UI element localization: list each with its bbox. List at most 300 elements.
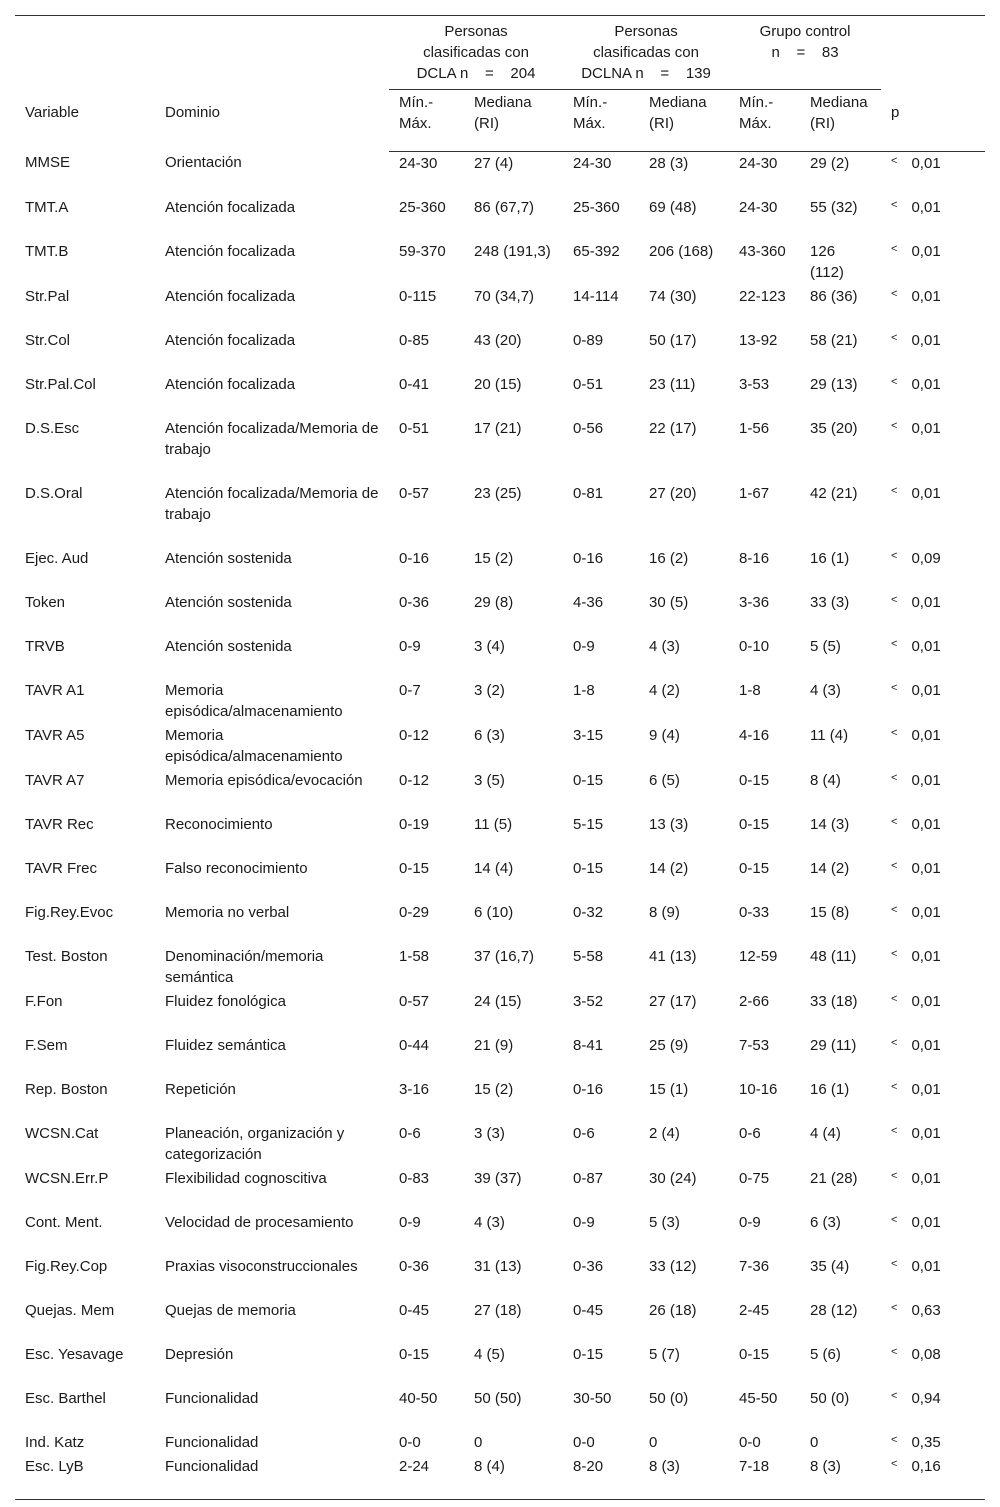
p-value: 0,01 [911, 859, 941, 877]
cell-dclna-mediana: 69 (48) [649, 198, 697, 216]
cell-variable: Fig.Rey.Evoc [25, 903, 114, 921]
cell-dclna-mediana: 14 (2) [649, 859, 689, 877]
cell-variable: TMT.B [25, 242, 69, 260]
header-mediana-l2: (RI) [649, 115, 675, 132]
cell-dominio: Atención sostenida [165, 593, 292, 611]
cell-dcla-mediana: 27 (4) [474, 154, 514, 172]
p-value: 0,63 [911, 1301, 941, 1319]
cell-dcla-mediana: 39 (37) [474, 1169, 522, 1187]
cell-control-mediana: 86 (36) [810, 287, 858, 305]
cell-control-mediana: 15 (8) [810, 903, 850, 921]
cell-dcla-minmax: 0-36 [399, 1257, 430, 1275]
cell-dcla-mediana: 50 (50) [474, 1389, 522, 1407]
less-than-sign: < [891, 593, 898, 606]
cell-control-mediana: 14 (2) [810, 859, 850, 877]
cell-variable: Quejas. Mem [25, 1301, 115, 1319]
cell-control-mediana: 48 (11) [810, 947, 857, 965]
cell-control-minmax: 7-18 [729, 1455, 800, 1500]
less-than-sign: < [891, 549, 898, 562]
less-than-sign: < [891, 771, 898, 784]
cell-p [881, 769, 985, 813]
cell-dcla-minmax: 0-12 [399, 726, 430, 744]
cell-dclna-mediana: 2 (4) [649, 1124, 680, 1142]
less-than-sign: < [891, 947, 898, 960]
header-group-control-line1: Grupo control [759, 23, 851, 40]
cell-dcla-mediana: 70 (34,7) [474, 287, 535, 305]
less-than-sign: < [891, 1036, 898, 1049]
cell-variable: WCSN.Err.P [25, 1169, 109, 1187]
cell-dclna-mediana: 27 (20) [649, 484, 697, 502]
cell-variable: Test. Boston [25, 947, 108, 965]
table-row [15, 679, 985, 724]
cell-dclna-minmax: 3-52 [573, 992, 604, 1010]
header-variable: Variable [15, 16, 155, 152]
cell-dclna-minmax: 30-50 [573, 1389, 612, 1407]
cell-control-minmax: 1-56 [739, 419, 770, 437]
cell-dclna-mediana: 8 (3) [639, 1455, 729, 1500]
cell-dcla-minmax: 0-41 [399, 375, 430, 393]
cell-dcla-minmax: 59-370 [399, 242, 446, 260]
cell-variable: F.Sem [25, 1036, 68, 1054]
less-than-sign: < [891, 681, 898, 694]
cell-dominio: Fluidez fonológica [165, 992, 286, 1010]
header-mediana-l2: (RI) [474, 115, 499, 132]
header-mediana-l1: Mediana [649, 94, 707, 111]
cell-dcla-mediana: 3 (4) [474, 637, 505, 655]
cell-dclna-mediana: 16 (2) [649, 549, 689, 567]
header-minmax-control [729, 90, 800, 152]
cell-dominio: Flexibilidad cognoscitiva [165, 1169, 327, 1187]
header-minmax-l2: Máx. [573, 115, 606, 132]
cell-control-mediana: 6 (3) [810, 1213, 841, 1231]
less-than-sign: < [891, 154, 898, 167]
table-row [15, 945, 985, 990]
cell-variable: MMSE [25, 154, 70, 171]
cell-control-minmax: 1-67 [739, 484, 770, 502]
cell-dcla-minmax: 0-57 [399, 484, 430, 502]
cell-p [881, 373, 985, 417]
cell-dclna-minmax: 0-51 [573, 375, 604, 393]
cell-dclna-minmax: 8-20 [563, 1455, 639, 1500]
p-value: 0,01 [911, 419, 941, 437]
less-than-sign: < [891, 242, 898, 255]
cell-dcla-minmax: 0-9 [399, 637, 421, 655]
table-row [15, 901, 985, 945]
cell-control-minmax: 0-15 [739, 771, 770, 789]
table-row [15, 1122, 985, 1167]
less-than-sign: < [891, 1457, 898, 1470]
cell-control-mediana: 55 (32) [810, 198, 858, 216]
cell-dcla-mediana: 21 (9) [474, 1036, 514, 1054]
table-row [15, 1299, 985, 1343]
cell-dclna-minmax: 0-56 [573, 419, 604, 437]
cell-dominio: Funcionalidad [165, 1389, 259, 1407]
cell-dcla-minmax: 0-12 [399, 771, 430, 789]
cell-dcla-mediana: 6 (3) [474, 726, 505, 744]
cell-dclna-minmax: 5-58 [573, 947, 604, 965]
less-than-sign: < [891, 859, 898, 872]
cell-dclna-mediana: 30 (5) [649, 593, 689, 611]
cell-dclna-minmax: 3-15 [573, 726, 604, 744]
header-group-dclna-line3: DCLNA n = 139 [581, 65, 711, 82]
table-header [15, 16, 985, 152]
cell-control-mediana: 50 (0) [810, 1389, 850, 1407]
cell-p [881, 1034, 985, 1078]
p-value: 0,16 [911, 1457, 941, 1475]
header-minmax-l2: Máx. [739, 115, 772, 132]
cell-dominio: Funcionalidad [155, 1455, 389, 1500]
cell-dominio: Atención focalizada [165, 242, 296, 260]
less-than-sign: < [891, 331, 898, 344]
cell-control-mediana: 35 (20) [810, 419, 858, 437]
cell-p [881, 1255, 985, 1299]
p-value: 0,01 [911, 726, 941, 744]
table-row [15, 769, 985, 813]
cell-dcla-minmax: 0-7 [399, 681, 421, 699]
cell-dcla-minmax: 0-57 [399, 992, 430, 1010]
cell-control-minmax: 4-16 [739, 726, 770, 744]
table-row [15, 1343, 985, 1387]
cell-variable: Esc. Barthel [25, 1389, 106, 1407]
cell-dominio: Depresión [165, 1345, 234, 1363]
cell-dcla-mediana: 17 (21) [474, 419, 522, 437]
cell-variable: TRVB [25, 637, 65, 655]
cell-dclna-minmax: 8-41 [573, 1036, 604, 1054]
cell-dclna-minmax: 0-9 [573, 637, 595, 655]
cell-p [881, 1167, 985, 1211]
cell-dcla-mediana: 8 (4) [464, 1455, 563, 1500]
cell-dcla-mediana: 24 (15) [474, 992, 522, 1010]
cell-p [881, 1122, 985, 1167]
cell-variable: D.S.Esc [25, 419, 80, 437]
cell-control-minmax: 7-36 [739, 1257, 770, 1275]
cell-variable: Token [25, 593, 66, 611]
less-than-sign: < [891, 726, 898, 739]
table-row [15, 196, 985, 240]
cell-variable: Rep. Boston [25, 1080, 108, 1098]
p-value: 0,09 [911, 549, 941, 567]
cell-dominio: Quejas de memoria [165, 1301, 296, 1319]
cell-dclna-minmax: 65-392 [573, 242, 620, 260]
less-than-sign: < [891, 1345, 898, 1358]
cell-dcla-minmax: 40-50 [399, 1389, 438, 1407]
cell-p [881, 1343, 985, 1387]
cell-control-minmax: 0-15 [739, 1345, 770, 1363]
cell-variable: Str.Col [25, 331, 71, 349]
cell-dclna-minmax: 25-360 [573, 198, 620, 216]
cell-dominio: Memoria no verbal [165, 903, 290, 921]
cell-variable: TAVR A7 [25, 771, 85, 789]
cell-p [881, 635, 985, 679]
cell-dcla-mediana: 23 (25) [474, 484, 522, 502]
cell-control-mediana: 33 (18) [810, 992, 858, 1010]
cell-dclna-mediana: 23 (11) [649, 375, 696, 393]
p-value: 0,01 [911, 992, 941, 1010]
cell-dominio: Memoria episódica/evocación [165, 771, 363, 789]
cell-dcla-mediana: 15 (2) [474, 1080, 514, 1098]
cell-control-mediana: 11 (4) [810, 726, 849, 744]
cell-dclna-mediana: 5 (3) [649, 1213, 680, 1231]
p-value: 0,01 [911, 1080, 941, 1098]
cell-dominio: Funcionalidad [165, 1433, 259, 1451]
cell-dclna-mediana: 4 (2) [649, 681, 680, 699]
cell-dcla-minmax: 0-83 [399, 1169, 430, 1187]
cell-control-mediana: 29 (2) [810, 154, 850, 172]
table-row [15, 813, 985, 857]
cell-dclna-minmax: 0-36 [573, 1257, 604, 1275]
cell-dclna-mediana: 27 (17) [649, 992, 697, 1010]
p-value: 0,01 [911, 593, 941, 611]
cell-dcla-mediana: 248 (191,3) [474, 242, 551, 260]
cell-dcla-mediana: 11 (5) [474, 815, 513, 833]
cell-variable: Ejec. Aud [25, 549, 89, 567]
results-table [15, 15, 985, 1500]
cell-control-minmax: 3-53 [739, 375, 770, 393]
cell-dclna-mediana: 9 (4) [649, 726, 680, 744]
cell-dcla-mediana: 37 (16,7) [474, 947, 535, 965]
cell-dclna-minmax: 0-0 [573, 1433, 595, 1451]
cell-p [881, 945, 985, 990]
cell-dclna-minmax: 24-30 [573, 154, 612, 172]
cell-dclna-mediana: 50 (17) [649, 331, 697, 349]
cell-p [881, 1078, 985, 1122]
p-value: 0,01 [911, 1036, 941, 1054]
cell-control-minmax: 0-15 [739, 859, 770, 877]
cell-dcla-minmax: 0-115 [399, 287, 437, 305]
cell-control-minmax: 1-8 [739, 681, 761, 699]
p-value: 0,01 [911, 287, 941, 305]
cell-dclna-minmax: 0-89 [573, 331, 604, 349]
cell-dcla-minmax: 0-51 [399, 419, 430, 437]
cell-dclna-minmax: 5-15 [573, 815, 604, 833]
cell-dclna-minmax: 1-8 [573, 681, 595, 699]
cell-p [881, 240, 985, 285]
less-than-sign: < [891, 1301, 898, 1314]
cell-dominio: Memoria episódica/almacenamiento [165, 681, 343, 720]
p-value: 0,01 [911, 484, 941, 502]
cell-variable: Str.Pal [25, 287, 70, 305]
header-mediana-l1: Mediana [474, 94, 532, 111]
cell-dclna-mediana: 25 (9) [649, 1036, 689, 1054]
table-row [15, 329, 985, 373]
header-mediana-dclna [639, 90, 729, 152]
p-value: 0,01 [911, 1257, 941, 1275]
cell-dcla-minmax: 2-24 [389, 1455, 464, 1500]
cell-dcla-mediana: 27 (18) [474, 1301, 522, 1319]
p-value: 0,01 [911, 771, 941, 789]
cell-p [881, 329, 985, 373]
cell-dcla-minmax: 0-19 [399, 815, 430, 833]
header-minmax-l1: Mín.- [573, 94, 608, 111]
p-value: 0,01 [911, 815, 941, 833]
cell-dcla-mediana: 3 (3) [474, 1124, 505, 1142]
cell-dcla-minmax: 0-36 [399, 593, 430, 611]
cell-p [881, 196, 985, 240]
cell-dclna-mediana: 5 (7) [649, 1345, 680, 1363]
cell-dominio: Atención focalizada [165, 198, 296, 216]
cell-dcla-mediana: 0 [474, 1433, 483, 1451]
header-minmax-dcla [389, 90, 464, 152]
cell-control-minmax: 8-16 [739, 549, 770, 567]
header-minmax-l1: Mín.- [399, 94, 434, 111]
cell-variable: Esc. Yesavage [25, 1345, 124, 1363]
table-row [15, 417, 985, 482]
cell-p [881, 482, 985, 547]
less-than-sign: < [891, 1257, 898, 1270]
p-value: 0,94 [911, 1389, 941, 1407]
header-mediana-control [800, 90, 881, 152]
cell-dclna-mediana: 26 (18) [649, 1301, 697, 1319]
cell-control-mediana: 4 (4) [810, 1124, 841, 1142]
cell-control-mediana: 42 (21) [810, 484, 858, 502]
table-row [15, 373, 985, 417]
p-value: 0,01 [911, 903, 941, 921]
cell-dclna-mediana: 6 (5) [649, 771, 680, 789]
cell-control-mediana: 29 (13) [810, 375, 858, 393]
cell-p [881, 1455, 985, 1500]
header-p: p [881, 90, 985, 152]
table-row [15, 1034, 985, 1078]
table-body [15, 151, 985, 1499]
cell-control-minmax: 2-45 [739, 1301, 770, 1319]
table-row [15, 1431, 985, 1455]
cell-control-mediana: 126 (112) [810, 242, 844, 281]
cell-dcla-mediana: 29 (8) [474, 593, 514, 611]
p-value: 0,35 [911, 1433, 941, 1451]
header-group-dcla-line2: clasificadas con [423, 44, 529, 61]
cell-control-mediana: 8 (3) [800, 1455, 881, 1500]
cell-dcla-mediana: 43 (20) [474, 331, 522, 349]
cell-p [881, 591, 985, 635]
cell-p [881, 857, 985, 901]
cell-dcla-minmax: 0-45 [399, 1301, 430, 1319]
cell-dcla-mediana: 4 (5) [474, 1345, 505, 1363]
cell-dominio: Orientación [165, 154, 242, 171]
table-row [15, 547, 985, 591]
table-row [15, 151, 985, 196]
cell-dominio: Denominación/memoria semántica [165, 947, 324, 986]
cell-control-minmax: 45-50 [739, 1389, 778, 1407]
cell-p [881, 1387, 985, 1431]
cell-dominio: Fluidez semántica [165, 1036, 286, 1054]
cell-p [881, 1431, 985, 1455]
cell-p [881, 1299, 985, 1343]
header-group-dcla [389, 16, 563, 90]
table-row [15, 1455, 985, 1500]
header-group-control [729, 16, 881, 90]
cell-dclna-minmax: 0-16 [573, 1080, 604, 1098]
cell-control-minmax: 13-92 [739, 331, 778, 349]
cell-p [881, 724, 985, 769]
cell-control-mediana: 16 (1) [810, 1080, 850, 1098]
cell-control-minmax: 24-30 [739, 154, 778, 172]
cell-dcla-minmax: 0-15 [399, 1345, 430, 1363]
cell-p [881, 990, 985, 1034]
cell-dcla-minmax: 0-85 [399, 331, 430, 349]
cell-variable: Fig.Rey.Cop [25, 1257, 108, 1275]
table-row [15, 1167, 985, 1211]
cell-dcla-minmax: 1-58 [399, 947, 430, 965]
cell-variable: WCSN.Cat [25, 1124, 99, 1142]
cell-dclna-minmax: 14-114 [573, 287, 619, 305]
cell-dclna-mediana: 22 (17) [649, 419, 697, 437]
cell-dcla-mediana: 20 (15) [474, 375, 522, 393]
less-than-sign: < [891, 419, 898, 432]
cell-control-mediana: 33 (3) [810, 593, 850, 611]
cell-control-minmax: 0-10 [739, 637, 770, 655]
cell-p [881, 679, 985, 724]
cell-dclna-mediana: 0 [649, 1433, 658, 1451]
cell-dclna-minmax: 0-32 [573, 903, 604, 921]
table-row [15, 857, 985, 901]
cell-dominio: Atención focalizada [165, 375, 296, 393]
header-mediana-dcla [464, 90, 563, 152]
cell-variable: Ind. Katz [25, 1433, 85, 1451]
p-value: 0,01 [911, 637, 941, 655]
cell-dominio: Atención sostenida [165, 549, 292, 567]
cell-dcla-mediana: 15 (2) [474, 549, 514, 567]
table-row [15, 990, 985, 1034]
cell-control-mediana: 28 (12) [810, 1301, 858, 1319]
table-row [15, 635, 985, 679]
header-group-dclna-line1: Personas [614, 23, 678, 40]
cell-dominio: Repetición [165, 1080, 236, 1098]
cell-control-mediana: 0 [810, 1433, 819, 1451]
cell-dclna-mediana: 30 (24) [649, 1169, 697, 1187]
cell-variable: TAVR A5 [25, 726, 85, 744]
cell-variable: Str.Pal.Col [25, 375, 96, 393]
less-than-sign: < [891, 1433, 898, 1446]
cell-dclna-minmax: 0-9 [573, 1213, 595, 1231]
p-value: 0,01 [911, 681, 941, 699]
cell-control-mediana: 5 (5) [810, 637, 841, 655]
cell-control-minmax: 7-53 [739, 1036, 770, 1054]
header-group-control-line2: n = 83 [771, 44, 839, 61]
cell-dominio: Atención focalizada/Memoria de trabajo [165, 419, 379, 458]
header-dominio: Dominio [155, 16, 389, 152]
table-row [15, 724, 985, 769]
cell-dominio: Atención focalizada/Memoria de trabajo [165, 484, 379, 523]
cell-dominio: Praxias visoconstruccionales [165, 1257, 358, 1275]
cell-dclna-minmax: 0-6 [573, 1124, 595, 1142]
cell-control-mediana: 29 (11) [810, 1036, 857, 1054]
cell-control-minmax: 0-6 [739, 1124, 761, 1142]
p-value: 0,01 [911, 154, 941, 172]
less-than-sign: < [891, 815, 898, 828]
header-mediana-l1: Mediana [810, 94, 868, 111]
less-than-sign: < [891, 1389, 898, 1402]
cell-dcla-minmax: 0-15 [399, 859, 430, 877]
cell-dclna-mediana: 206 (168) [649, 242, 714, 260]
cell-variable: TAVR A1 [25, 681, 85, 699]
table-row [15, 482, 985, 547]
p-value: 0,01 [911, 1213, 941, 1231]
cell-control-mediana: 16 (1) [810, 549, 850, 567]
cell-dclna-minmax: 0-45 [573, 1301, 604, 1319]
cell-variable: Esc. LyB [15, 1455, 155, 1500]
cell-dclna-minmax: 0-16 [573, 549, 604, 567]
p-value: 0,01 [911, 198, 941, 216]
table-row [15, 1387, 985, 1431]
less-than-sign: < [891, 375, 898, 388]
cell-dclna-mediana: 8 (9) [649, 903, 680, 921]
header-group-dclna-line2: clasificadas con [593, 44, 699, 61]
less-than-sign: < [891, 198, 898, 211]
p-value: 0,01 [911, 375, 941, 393]
cell-dominio: Reconocimiento [165, 815, 273, 833]
table-row [15, 1211, 985, 1255]
cell-dcla-mediana: 3 (5) [474, 771, 505, 789]
